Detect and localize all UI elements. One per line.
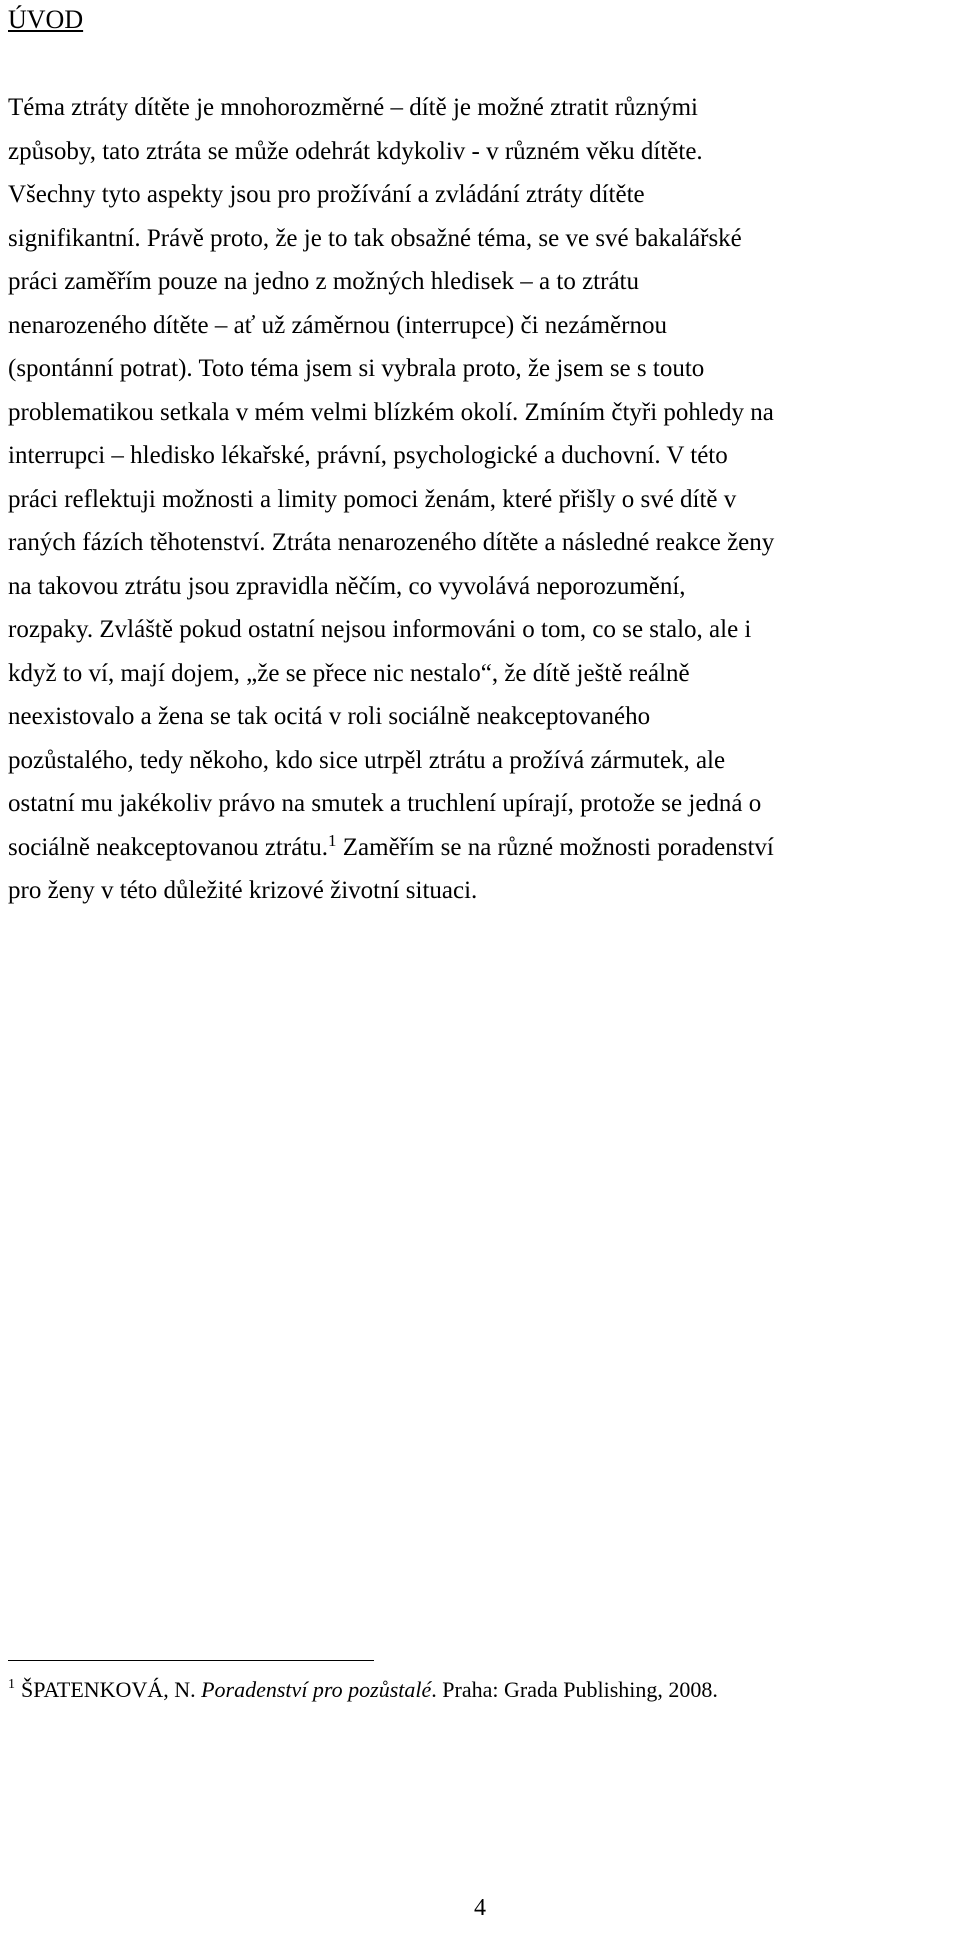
footnote-number: 1 xyxy=(8,1677,15,1692)
body-paragraph xyxy=(8,86,958,913)
footnote-divider xyxy=(8,1660,374,1661)
paragraph-line: neexistovalo a žena se tak ocitá v roli sociálně neakceptovaného xyxy=(8,703,651,730)
paragraph-text: Zaměřím se na různé možnosti poradenství xyxy=(336,833,774,861)
page-number: 4 xyxy=(474,1895,486,1921)
paragraph-line: interrupci – hledisko lékařské, právní, psychologické a duchovní. V této xyxy=(8,442,728,469)
paragraph-line: když to ví, mají dojem, „že se přece nic nestalo“, že dítě ještě reálně xyxy=(8,659,690,687)
paragraph-line-with-footnote xyxy=(8,826,958,870)
paragraph-line: práci zaměřím pouze na jedno z možných hledisek – a to ztrátu xyxy=(8,268,639,295)
footnote-publication: . Praha: Grada Publishing, 2008. xyxy=(431,1677,718,1702)
paragraph-line: rozpaky. Zvláště pokud ostatní nejsou informováni o tom, co se stalo, ale i xyxy=(8,616,752,643)
paragraph-line: (spontánní potrat). Toto téma jsem si vybrala proto, že jsem se s touto xyxy=(8,355,705,382)
footnote xyxy=(8,1675,718,1705)
paragraph-line: raných fázích těhotenství. Ztráta nenarozeného dítěte a následné reakce ženy xyxy=(8,529,775,556)
paragraph-line: na takovou ztrátu jsou zpravidla něčím, co vyvolává neporozumění, xyxy=(8,572,686,600)
paragraph-text: sociálně neakceptovanou ztrátu. xyxy=(8,833,328,861)
paragraph-line: signifikantní. Právě proto, že je to tak obsažné téma, se ve své bakalářské xyxy=(8,224,742,252)
paragraph-line: Všechny tyto aspekty jsou pro prožívání a zvládání ztráty dítěte xyxy=(8,181,645,208)
footnote-author: ŠPATENKOVÁ, N. xyxy=(21,1677,202,1702)
paragraph-line: ostatní mu jakékoliv právo na smutek a truchlení upírají, protože se jedná o xyxy=(8,790,762,817)
paragraph-line: Téma ztráty dítěte je mnohorozměrné – dítě je možné ztratit různými xyxy=(8,94,699,121)
footnote-title: Poradenství pro pozůstalé xyxy=(201,1677,432,1702)
section-heading: ÚVOD xyxy=(8,5,84,34)
paragraph-line: nenarozeného dítěte – ať už záměrnou (interrupce) či nezáměrnou xyxy=(8,311,667,339)
paragraph-line: pozůstalého, tedy někoho, kdo sice utrpěl ztrátu a prožívá zármutek, ale xyxy=(8,746,726,774)
paragraph-line: způsoby, tato ztráta se může odehrát kdykoliv - v různém věku dítěte. xyxy=(8,137,703,165)
paragraph-line: práci reflektuji možnosti a limity pomoci ženám, které přišly o své dítě v xyxy=(8,485,737,513)
footnote-reference[interactable]: 1 xyxy=(328,830,337,850)
paragraph-line: problematikou setkala v mém velmi blízkém okolí. Zmíním čtyři pohledy na xyxy=(8,398,774,426)
paragraph-line: pro ženy v této důležité krizové životní situaci. xyxy=(8,877,478,904)
